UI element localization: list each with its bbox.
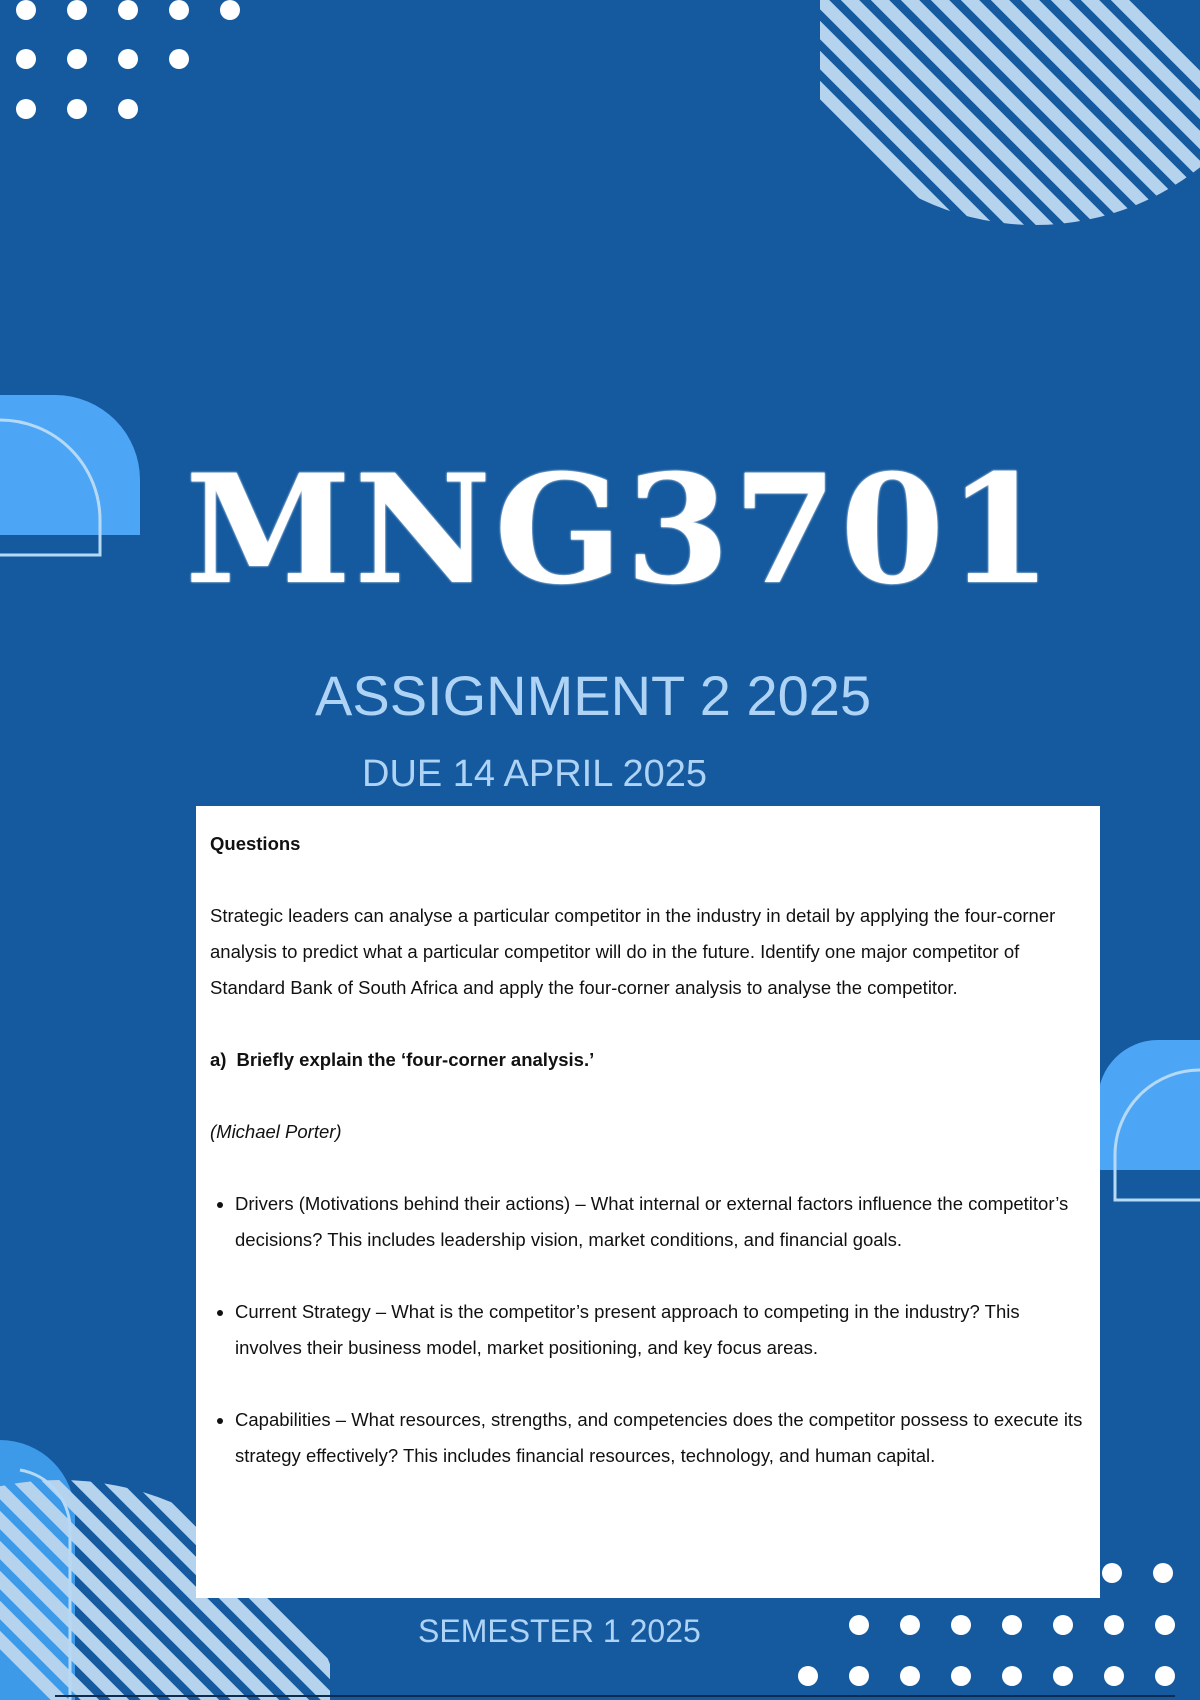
due-date: DUE 14 APRIL 2025 — [362, 753, 708, 795]
bottom-divider — [55, 1695, 1175, 1697]
list-item-capabilities: • Capabilities – What resources, strengths, and competencies does the competitor possess to execute its strategy effectively? This includes financial resources, technology, and human capital. — [235, 1402, 1086, 1474]
questions-heading: Questions — [210, 833, 301, 854]
four-corner-list — [210, 1186, 1086, 1474]
questions-intro: Strategic leaders can analyse a particular competitor in the industry in detail by applying the four-corner analysis to predict what a particular competitor will do in the future. Identify one major competitor of Standard Bank of South Africa and apply the four-corner analysis to analyse the competitor. — [210, 905, 1056, 998]
question-a — [210, 1042, 1086, 1078]
decorative-striped-circle-top-right — [820, 0, 1200, 230]
question-a-text: Briefly explain the ‘four-corner analysis.’ — [236, 1049, 595, 1070]
source-citation: (Michael Porter) — [210, 1121, 342, 1142]
decorative-quarter-circle-right — [1098, 1040, 1200, 1205]
semester-label: SEMESTER 1 2025 — [418, 1613, 701, 1649]
course-code-title: MNG3701 — [185, 442, 1055, 618]
question-a-label: a) — [210, 1049, 227, 1070]
decorative-dots-top-left — [0, 0, 250, 125]
list-item-current-strategy: • Current Strategy – What is the competitor’s present approach to competing in the industry? This involves their business model, market positioning, and key focus areas. — [235, 1294, 1086, 1366]
list-item-drivers: • Drivers (Motivations behind their actions) – What internal or external factors influence the competitor’s decisions? This includes leadership vision, market conditions, and financial goals. — [235, 1186, 1086, 1258]
questions-card — [196, 806, 1100, 1598]
assignment-subtitle: ASSIGNMENT 2 2025 — [315, 664, 872, 727]
